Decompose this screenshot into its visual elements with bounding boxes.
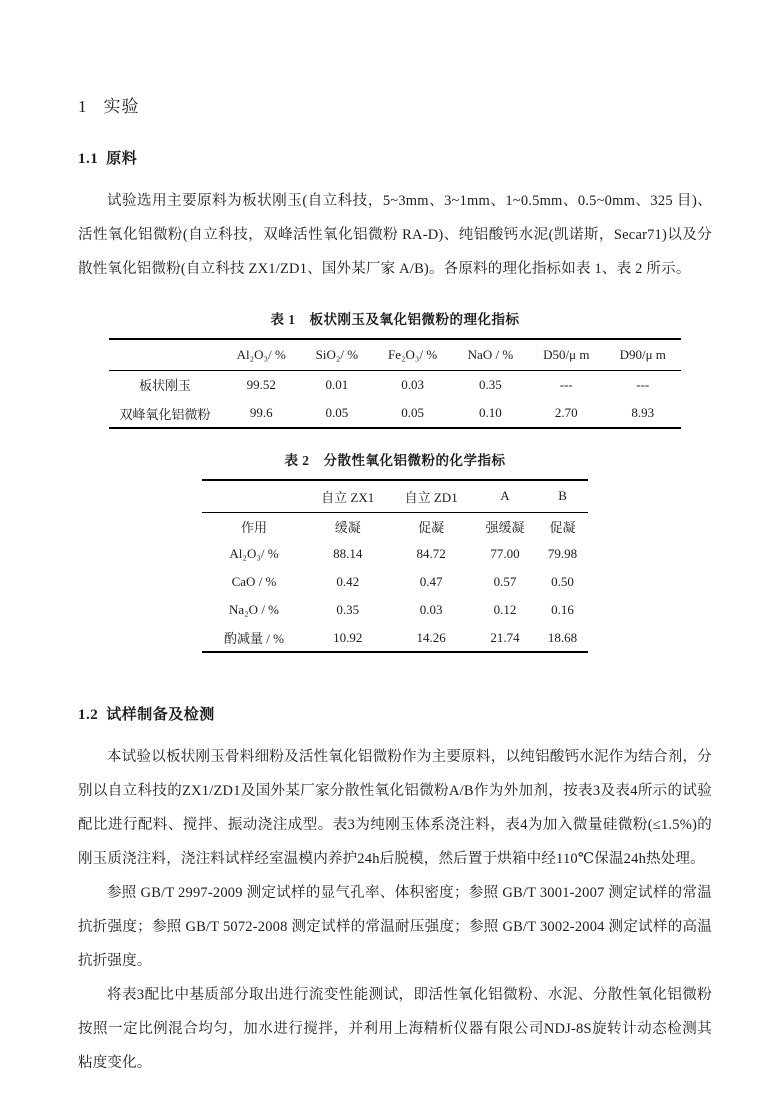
table2-cell: 21.74 — [490, 629, 520, 645]
table2-cell: 缓凝 — [334, 519, 361, 535]
table2-cell: 84.72 — [416, 546, 446, 561]
table2-cell: Al₂O₃/ % — [229, 546, 279, 561]
subsection-heading-raw-materials — [78, 147, 712, 168]
table2-cell: 0.35 — [336, 602, 360, 617]
table2-cell: 酌减量 / % — [224, 631, 284, 646]
subsection-title: 试样制备及检测 — [106, 707, 215, 723]
table2-cell: 作用 — [240, 519, 267, 535]
paragraph-raw-materials: 试验选用主要原料为板状刚玉(自立科技，5~3mm、3~1mm、1~0.5mm、0.5~0mm、325 目)、活性氧化铝微粉(自立科技，双峰活性氧化铝微粉 RA-D)、纯铝酸钙水泥(凯诺斯，Secar71)以及分散性氧化铝微粉(自立科技 ZX1/ZD1、国外某厂家 A/B)。各原料的理化指标如表 1、表 2 所示。 — [78, 193, 712, 277]
table2-cell: 88.14 — [333, 546, 363, 561]
table1-cell: --- — [559, 376, 573, 392]
table1-cell: 板状刚玉 — [138, 378, 191, 394]
table1-header-cell: NaO / % — [467, 346, 514, 362]
table1-cell: 2.70 — [554, 405, 578, 420]
table-row — [202, 568, 588, 596]
table2-header-row — [202, 480, 588, 512]
section-heading-experiment — [78, 92, 712, 117]
table1-cell: 0.10 — [479, 405, 502, 420]
table2-cell: 79.98 — [547, 546, 578, 561]
table1-cell: 99.52 — [246, 376, 276, 392]
table2-cell: 0.16 — [551, 602, 574, 617]
paragraph-rheology-test: 将表3配比中基质部分取出进行流变性能测试，即活性氧化铝微粉、水泥、分散性氧化铝微粉按照一定比例混合均匀，加水进行搅拌，并利用上海精析仪器有限公司NDJ-8S旋转计动态检测其粘度变化。 — [78, 987, 712, 1071]
section-number: 1 — [78, 97, 88, 116]
table2-cell: 0.42 — [336, 574, 360, 589]
table1-cell: 8.93 — [631, 405, 655, 420]
subsection-title: 原料 — [106, 151, 138, 167]
table1-header-cell: D50/μ m — [543, 346, 590, 362]
table1-header-cell: D90/μ m — [619, 346, 666, 362]
table2-cell: 促凝 — [418, 519, 445, 535]
table-row — [109, 370, 681, 399]
subsection-heading-sample-preparation — [78, 703, 712, 724]
table1-physical-chemical-indexes — [109, 338, 681, 429]
table1-header-cell: Al₂O₃/ % — [236, 346, 286, 362]
table2-cell: Na₂O / % — [228, 602, 280, 617]
subsection-number: 1.2 — [78, 707, 99, 723]
table1-cell: 99.6 — [249, 405, 273, 420]
table1-cell: 0.05 — [325, 405, 349, 420]
table2-cell: 77.00 — [490, 546, 520, 561]
paragraph-sample-preparation: 本试验以板状刚玉骨料细粉及活性氧化铝微粉作为主要原料，以纯铝酸钙水泥作为结合剂，分别以自立科技的ZX1/ZD1及国外某厂家分散性氧化铝微粉A/B作为外加剂，按表3及表4所示的试验配比进行配料、搅拌、振动浇注成型。表3为纯刚玉体系浇注料，表4为加入微量硅微粉(≤1.5%)的刚玉质浇注料，浇注料试样经室温模内养护24h后脱模，然后置于烘箱中经110℃保温24h热处理。 — [78, 749, 712, 867]
table1-cell: 0.01 — [325, 376, 349, 392]
subsection-number: 1.1 — [78, 151, 99, 167]
section-title: 实验 — [103, 97, 140, 116]
table2-cell: 0.50 — [551, 574, 574, 589]
table1-caption: 表 1 板状刚玉及氧化铝微粉的理化指标 — [270, 312, 520, 327]
table1-cell: 0.35 — [479, 376, 502, 392]
table2-cell: CaO / % — [231, 574, 277, 589]
table-row — [202, 540, 588, 568]
table2-header-cell: B — [558, 488, 567, 504]
table1-header-cell: SiO₂/ % — [315, 346, 359, 362]
table2-cell: 促凝 — [549, 519, 576, 535]
table2-header-cell — [202, 480, 306, 512]
table2-header-cell: 自立 ZX1 — [321, 489, 375, 505]
table1-cell: --- — [636, 376, 650, 392]
table2-header-cell: 自立 ZD1 — [404, 489, 458, 505]
table2-cell: 0.47 — [419, 574, 443, 589]
table1-header-cell — [109, 339, 221, 370]
table1-header-row — [109, 339, 681, 370]
table2-cell: 10.92 — [333, 629, 363, 645]
table2-cell: 强缓凝 — [485, 519, 525, 535]
table2-chemical-indexes — [202, 479, 588, 653]
table-row — [202, 624, 588, 652]
table2-header-cell: A — [500, 488, 510, 504]
table-row — [202, 596, 588, 624]
table2-cell: 18.68 — [547, 629, 578, 645]
table2-cell: 0.57 — [493, 574, 517, 589]
table1-cell: 0.05 — [401, 405, 424, 420]
table-row — [109, 399, 681, 428]
table2-caption: 表 2 分散性氧化铝微粉的化学指标 — [284, 453, 506, 468]
table-row — [202, 512, 588, 540]
table1-cell: 0.03 — [401, 376, 424, 392]
table2-cell: 0.03 — [419, 602, 443, 617]
paragraph-test-standards: 参照 GB/T 2997-2009 测定试样的显气孔率、体积密度；参照 GB/T 3001-2007 测定试样的常温抗折强度；参照 GB/T 5072-2008 测定试样的常温耐压强度；参照 GB/T 3002-2004 测定试样的高温抗折强度。 — [78, 885, 712, 969]
table1-header-cell: Fe₂O₃/ % — [388, 346, 438, 362]
table2-cell: 14.26 — [416, 629, 446, 645]
table1-cell: 双峰氧化铝微粉 — [119, 406, 211, 422]
table2-cell: 0.12 — [493, 602, 517, 617]
